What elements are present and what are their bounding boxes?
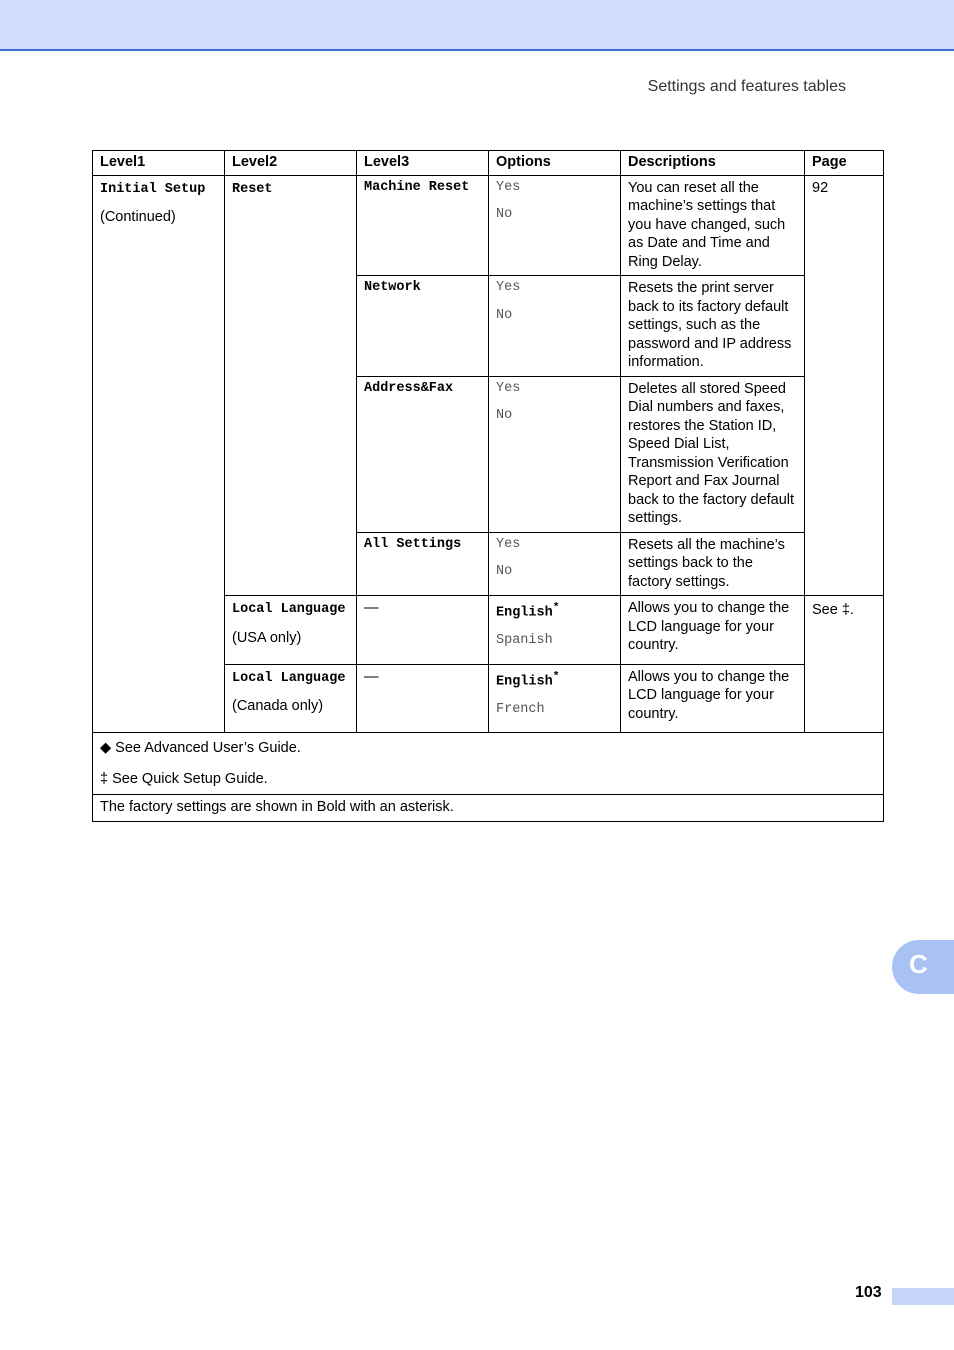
appendix-tab-letter: C — [909, 949, 928, 979]
notes-cell — [93, 733, 884, 795]
running-head: Settings and features tables — [647, 78, 846, 95]
note-advanced-guide: ◆ See Advanced User’s Guide. — [100, 740, 301, 756]
option-default: English* — [496, 602, 560, 621]
level2-name: Local Language — [232, 602, 346, 617]
options-cell — [489, 664, 621, 733]
option-value: No — [496, 207, 513, 222]
option-value: Yes — [496, 280, 521, 295]
option-value: No — [496, 307, 513, 323]
level3-cell: — — [357, 664, 489, 733]
option-value: French — [496, 701, 545, 717]
page-number-bar — [892, 1288, 954, 1305]
column-header: Options — [489, 151, 621, 176]
column-header: Level2 — [225, 151, 357, 176]
level1-cell — [93, 175, 225, 733]
settings-table — [92, 150, 884, 822]
level2-name: Local Language — [232, 670, 346, 686]
footer-row — [93, 795, 884, 822]
level2-name: Reset — [232, 181, 273, 197]
description-cell: Deletes all stored Speed Dial numbers and faxes, restores the Station ID, Speed Dial List, Transmission Verification Report and Fax Journal back to the factory default settings. — [621, 376, 805, 532]
description-cell: Resets the print server back to its factory default settings, such as the password and IP address information. — [621, 276, 805, 377]
level2-cell — [225, 664, 357, 733]
options-cell — [489, 175, 621, 276]
level2-cell — [225, 175, 357, 596]
description-cell: Allows you to change the LCD language for your country. — [621, 596, 805, 665]
option-value: No — [496, 408, 513, 423]
page-cell: See ‡. — [805, 596, 884, 733]
description-cell: You can reset all the machine’s settings that you have changed, such as Date and Time and Ring Delay. — [621, 175, 805, 276]
level3-cell: Machine Reset — [357, 175, 489, 276]
option-value: Yes — [496, 179, 521, 195]
options-cell — [489, 596, 621, 665]
description-cell: Resets all the machine’s settings back to the factory settings. — [621, 532, 805, 596]
level1-note: (Continued) — [100, 209, 176, 225]
appendix-tab — [892, 940, 954, 994]
footer-cell: The factory settings are shown in Bold with an asterisk. — [93, 795, 884, 822]
page-cell: 92 — [805, 175, 884, 596]
column-header: Descriptions — [621, 151, 805, 176]
column-header: Level1 — [93, 151, 225, 176]
level3-cell: All Settings — [357, 532, 489, 596]
level3-cell: — — [357, 596, 489, 665]
header-band — [0, 0, 954, 51]
table-header-row — [93, 151, 884, 176]
level3-cell: Network — [357, 276, 489, 377]
description-cell: Allows you to change the LCD language for your country. — [621, 664, 805, 733]
page-number: 103 — [855, 1284, 882, 1301]
level2-region: (Canada only) — [232, 698, 324, 714]
option-value: Spanish — [496, 633, 553, 648]
column-header: Level3 — [357, 151, 489, 176]
column-header: Page — [805, 151, 884, 176]
option-value: Yes — [496, 380, 521, 396]
option-value: No — [496, 564, 513, 579]
options-cell — [489, 532, 621, 596]
notes-row — [93, 733, 884, 795]
option-value: Yes — [496, 536, 521, 552]
table-row — [93, 175, 884, 276]
level1-name: Initial Setup — [100, 181, 206, 197]
options-cell — [489, 276, 621, 377]
option-default: English* — [496, 670, 560, 689]
level2-cell — [225, 596, 357, 665]
level3-cell: Address&Fax — [357, 376, 489, 532]
level2-region: (USA only) — [232, 629, 302, 646]
options-cell — [489, 376, 621, 532]
note-quick-setup-guide: ‡ See Quick Setup Guide. — [100, 771, 268, 787]
